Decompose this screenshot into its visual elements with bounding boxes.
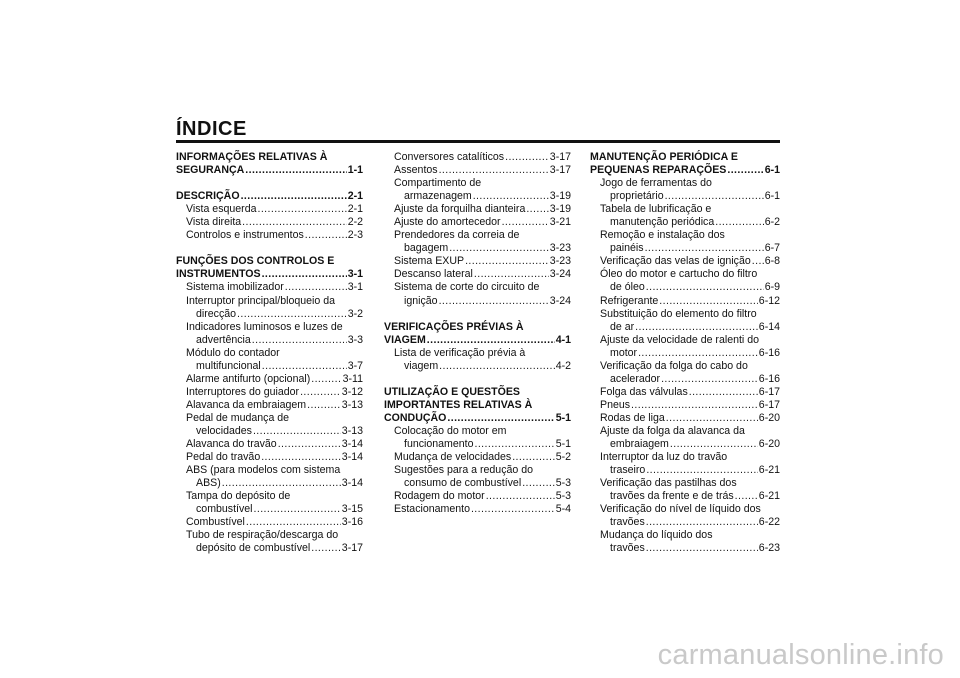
toc-entry [384,216,571,229]
toc-page-number: 6-16 [758,372,780,385]
toc-entry-title: Ajuste da forquilha dianteira [394,203,526,216]
toc-entry [384,490,571,503]
toc-entry [384,347,571,360]
toc-entry [384,255,571,268]
toc-entry-title: painéis [610,242,644,255]
toc-entry [176,373,363,386]
toc-dot-leader [659,295,758,308]
toc-dot-leader [661,373,758,386]
toc-entry [176,438,363,451]
toc-page-number: 3-14 [341,451,363,464]
toc-page-number: 6-9 [764,281,780,294]
toc-entry-title: Alavanca do travão [186,438,277,451]
toc-entry-title: travões [610,516,645,529]
toc-dot-leader [245,164,346,177]
toc-entry [176,542,363,555]
toc-dot-leader [278,438,341,451]
toc-section-heading [384,386,571,399]
toc-dot-leader [300,386,341,399]
toc-section-heading [384,321,571,334]
toc-entry-title: travões [610,542,645,555]
toc-dot-leader [727,164,763,177]
toc-entry-title: Verificação das velas de ignição [600,255,751,268]
toc-page-number: 6-1 [764,164,780,177]
toc-page-number: 3-14 [341,477,363,490]
toc-entry-title: Sistema de corte do circuito de [394,281,540,294]
toc-entry [590,399,780,412]
toc-entry [176,347,363,360]
toc-entry-title: Combustível [186,516,245,529]
toc-page-number: 6-12 [758,294,780,307]
toc-dot-leader [439,360,555,373]
toc-entry-title: Tabela de lubrificação e [600,203,712,216]
toc-dot-leader [646,516,758,529]
toc-page-number: 5-4 [555,503,571,516]
toc-entry [176,425,363,438]
toc-dot-leader [253,425,341,438]
toc-entry-title: Sistema imobilizador [186,281,284,294]
toc-entry [590,412,780,425]
toc-entry [176,295,363,308]
toc-dot-leader [439,295,549,308]
toc-entry-title: direcção [196,307,237,320]
toc-entry-title: travões da frente e de trás [610,490,734,503]
toc-entry [384,425,571,438]
toc-entry-title: Vista direita [186,216,242,229]
toc-dot-leader [735,490,758,503]
toc-dot-leader [645,242,764,255]
toc-dot-leader [475,438,555,451]
toc-page-number: 5-1 [555,438,571,451]
toc-entry-title: Sugestões para a redução do [394,464,533,477]
toc-entry [176,464,363,477]
toc-entry-title: Interruptor da luz do travão [600,451,728,464]
toc-section-heading [176,190,363,203]
toc-page-number: 3-19 [549,203,571,216]
toc-entry-title: Lista de verificação prévia à [394,346,526,359]
toc-entry-title: Interruptor principal/bloqueio da [186,294,335,307]
toc-page-number: 3-24 [549,268,571,281]
toc-entry [176,529,363,542]
toc-entry [590,308,780,321]
toc-section-heading [590,151,780,164]
toc-entry [176,412,363,425]
toc-entry-title: ABS (para modelos com sistema [186,464,341,477]
toc-entry [384,295,571,308]
toc-entry-title: ABS) [196,477,221,490]
toc-dot-leader [665,190,764,203]
toc-page-number: 6-16 [758,346,780,359]
toc-dot-leader [635,321,758,334]
toc-entry-title: Colocação do motor em [394,424,507,437]
toc-page-number: 3-19 [549,190,571,203]
toc-entry-title: Refrigerante [600,294,659,307]
toc-dot-leader [638,347,758,360]
toc-entry-title: Pedal de mudança de [186,411,290,424]
toc-dot-leader [670,438,758,451]
toc-entry-title: Módulo do contador [186,346,280,359]
toc-entry [384,151,571,164]
toc-entry [590,229,780,242]
toc-page-number: 6-17 [758,385,780,398]
toc-dot-leader [486,490,555,503]
toc-dot-leader [305,229,347,242]
toc-page-number: 3-11 [342,372,363,385]
toc-entry-title: SEGURANÇA [176,164,245,177]
toc-entry-title: PEQUENAS REPARAÇÕES [590,164,727,177]
toc-entry-title: velocidades [196,424,252,437]
toc-dot-leader [261,451,341,464]
toc-entry-title: Tubo de respiração/descarga do [186,529,339,542]
toc-page-number: 6-20 [758,411,780,424]
toc-page-number: 6-22 [758,516,780,529]
toc-dot-leader [311,373,341,386]
toc-entry [590,216,780,229]
toc-dot-leader [471,503,555,516]
toc-section-heading [590,164,780,177]
toc-entry-title: Tampa do depósito de [186,490,291,503]
toc-dot-leader [285,281,347,294]
toc-entry-title: viagem [404,359,439,372]
toc-dot-leader [241,190,347,203]
toc-dot-leader [242,216,347,229]
toc-entry-title: Compartimento de [394,177,482,190]
toc-entry [384,242,571,255]
toc-entry-title: motor [610,346,638,359]
toc-entry [590,503,780,516]
toc-entry [384,177,571,190]
toc-page-number: 4-2 [555,359,571,372]
toc-entry [176,360,363,373]
toc-dot-leader [474,268,549,281]
toc-entry [384,268,571,281]
toc-entry-title: Prendedores da correia de [394,229,520,242]
toc-entry [176,203,363,216]
toc-section-heading [176,151,363,164]
toc-dot-leader [666,412,758,425]
toc-section-heading [384,334,571,347]
toc-section-heading [176,164,363,177]
toc-page-number: 2-3 [347,229,363,242]
toc-entry [590,177,780,190]
toc-entry-title: MANUTENÇÃO PERIÓDICA E [590,151,738,163]
toc-entry-title: Jogo de ferramentas do [600,177,712,190]
toc-page-number: 3-13 [341,398,363,411]
toc-dot-leader [254,503,341,516]
toc-dot-leader [689,386,758,399]
toc-column-2 [384,151,571,516]
toc-spacer [176,177,363,190]
toc-page-number: 6-8 [764,255,780,268]
toc-entry [384,438,571,451]
toc-entry [384,360,571,373]
toc-page-number: 3-7 [347,359,363,372]
toc-dot-leader [522,477,555,490]
toc-entry [590,542,780,555]
toc-entry-title: CONDUÇÃO [384,411,447,424]
toc-entry-title: embraiagem [610,438,669,451]
toc-dot-leader [646,542,758,555]
toc-page-number: 3-16 [341,516,363,529]
toc-entry-title: INFORMAÇÕES RELATIVAS À [176,151,328,163]
toc-entry-title: manutenção periódica [610,216,715,229]
toc-entry-title: de ar [610,320,635,333]
toc-entry [384,229,571,242]
toc-entry [590,255,780,268]
toc-dot-leader [447,412,554,425]
toc-entry-title: Mudança do líquido dos [600,529,713,542]
toc-entry-title: Vista esquerda [186,203,257,216]
toc-entry-title: DESCRIÇÃO [176,190,240,203]
toc-entry-title: depósito de combustível [196,542,311,555]
toc-dot-leader [449,242,549,255]
toc-dot-leader [427,334,555,347]
toc-entry [176,321,363,334]
toc-entry-title: Alavanca da embraiagem [186,398,307,411]
toc-dot-leader [262,268,347,281]
toc-entry [384,451,571,464]
toc-entry-title: IMPORTANTES RELATIVAS À [384,398,533,411]
toc-dot-leader [505,151,549,164]
toc-entry [590,242,780,255]
toc-entry-title: VIAGEM [384,333,426,346]
toc-page-number: 2-1 [347,203,363,216]
toc-entry [176,451,363,464]
toc-entry [590,516,780,529]
toc-entry-title: bagagem [404,242,449,255]
toc-entry [384,190,571,203]
toc-section-heading [176,268,363,281]
toc-page-number: 6-23 [758,542,780,555]
toc-dot-leader [752,255,764,268]
toc-entry [590,281,780,294]
title-rule [176,140,780,143]
toc-entry [176,281,363,294]
toc-page-number: 6-20 [758,438,780,451]
toc-dot-leader [473,190,549,203]
toc-page-number: 6-7 [764,242,780,255]
toc-entry-title: INSTRUMENTOS [176,268,261,281]
toc-entry [590,268,780,281]
toc-entry-title: Ajuste da folga da alavanca da [600,424,745,437]
toc-entry-title: Ajuste da velocidade de ralenti do [600,333,760,346]
toc-entry [176,334,363,347]
toc-dot-leader [307,399,341,412]
page-title: ÍNDICE [176,118,247,140]
toc-page-number: 5-3 [555,490,571,503]
toc-entry-title: Verificação do nível de líquido dos [600,503,761,516]
toc-page-number: 3-17 [549,151,571,163]
toc-entry-title: Mudança de velocidades [394,451,512,464]
toc-entry [176,490,363,503]
toc-page-number: 5-1 [555,411,571,424]
toc-entry [176,477,363,490]
toc-entry-title: de óleo [610,281,645,294]
toc-page-number: 3-1 [347,268,363,281]
toc-entry-title: Estacionamento [394,503,470,516]
toc-page-number: 3-21 [549,216,571,229]
toc-page-number: 3-23 [549,255,571,268]
toc-page-number: 6-14 [758,320,780,333]
toc-entry-title: UTILIZAÇÃO E QUESTÕES [384,385,520,398]
toc-page-number: 4-1 [555,333,571,346]
toc-entry-title: VERIFICAÇÕES PRÉVIAS À [384,320,524,333]
toc-dot-leader [465,255,549,268]
toc-entry-title: Interruptores do guiador [186,385,300,398]
toc-page-number: 3-3 [347,333,363,346]
toc-entry [590,386,780,399]
toc-entry [590,451,780,464]
toc-spacer [384,308,571,321]
toc-column-1 [176,151,363,555]
toc-entry [590,425,780,438]
toc-page-number: 6-21 [758,490,780,503]
toc-page-number: 3-2 [347,307,363,320]
toc-entry [590,360,780,373]
toc-entry [384,464,571,477]
toc-entry-title: Pedal do travão [186,451,261,464]
toc-entry-title: Óleo do motor e cartucho do filtro [600,268,758,281]
toc-entry [384,203,571,216]
toc-entry [590,373,780,386]
toc-entry [590,464,780,477]
toc-entry-title: Rodas de liga [600,411,665,424]
toc-entry [590,490,780,503]
toc-entry [590,321,780,334]
toc-entry-title: consumo de combustível [404,477,522,490]
toc-dot-leader [502,216,549,229]
toc-column-3 [590,151,780,555]
toc-entry [590,190,780,203]
toc-entry [590,347,780,360]
toc-entry-title: Rodagem do motor [394,490,485,503]
toc-entry-title: Remoção e instalação dos [600,229,725,242]
toc-page-number: 1-1 [347,164,363,177]
toc-dot-leader [439,164,549,177]
toc-dot-leader [222,477,341,490]
toc-entry [176,308,363,321]
toc-entry [590,203,780,216]
toc-entry-title: Sistema EXUP [394,255,465,268]
toc-entry-title: ignição [404,294,438,307]
toc-entry-title: Ajuste do amortecedor [394,216,501,229]
watermark: carmanualsonline.info [657,639,944,671]
toc-page-number: 3-17 [341,542,363,555]
toc-entry-title: advertência [196,333,251,346]
toc-entry-title: Controlos e instrumentos [186,229,304,242]
toc-entry [590,529,780,542]
toc-page-number: 3-23 [549,242,571,255]
toc-page-number: 2-1 [347,190,363,203]
toc-spacer [176,242,363,255]
toc-dot-leader [311,542,341,555]
toc-entry-title: Substituição do elemento do filtro [600,307,757,320]
toc-entry [384,477,571,490]
toc-entry-title: Indicadores luminosos e luzes de [186,320,343,333]
toc-entry-title: armazenagem [404,190,472,203]
toc-page-number: 3-17 [549,164,571,177]
toc-page-number: 6-21 [758,464,780,477]
toc-entry [590,477,780,490]
toc-entry [590,334,780,347]
toc-entry [176,503,363,516]
toc-dot-leader [257,203,346,216]
toc-entry [384,164,571,177]
toc-dot-leader [646,464,757,477]
toc-entry [590,438,780,451]
toc-dot-leader [512,451,554,464]
toc-entry [176,229,363,242]
toc-entry-title: FUNÇÕES DOS CONTROLOS E [176,255,335,268]
toc-section-heading [176,255,363,268]
toc-dot-leader [252,334,347,347]
toc-entry [384,281,571,294]
toc-dot-leader [237,308,347,321]
toc-section-heading [384,399,571,412]
toc-page-number: 5-2 [555,451,571,464]
toc-entry-title: acelerador [610,372,661,385]
toc-dot-leader [526,203,548,216]
toc-page-number: 3-13 [341,424,363,437]
toc-dot-leader [715,216,763,229]
toc-entry-title: funcionamento [404,438,474,451]
toc-entry [176,399,363,412]
toc-entry-title: Conversores catalíticos [394,151,505,163]
toc-page-number: 6-17 [758,398,780,411]
toc-dot-leader [646,281,764,294]
toc-section-heading [384,412,571,425]
toc-entry-title: Folga das válvulas [600,385,688,398]
toc-dot-leader [246,516,341,529]
toc-entry-title: Assentos [394,164,438,177]
toc-entry-title: proprietário [610,190,664,203]
toc-dot-leader [262,360,347,373]
toc-entry [176,216,363,229]
toc-page-number: 6-1 [764,190,780,203]
toc-page-number: 6-2 [764,216,780,229]
toc-page-number: 3-15 [341,503,363,516]
toc-dot-leader [631,399,758,412]
toc-spacer [384,373,571,386]
toc-entry [590,295,780,308]
toc-page-number: 2-2 [347,216,363,229]
toc-entry-title: multifuncional [196,359,261,372]
toc-page-number: 3-12 [341,385,363,398]
toc-entry-title: Verificação das pastilhas dos [600,477,737,490]
toc-page-number: 3-14 [341,438,363,451]
toc-entry-title: Pneus [600,398,631,411]
toc-entry-title: Verificação da folga do cabo do [600,359,748,372]
toc-page-number: 3-24 [549,294,571,307]
toc-entry [176,516,363,529]
toc-page-number: 3-1 [347,281,363,294]
toc-entry-title: traseiro [610,464,646,477]
toc-entry-title: Alarme antifurto (opcional) [186,372,311,385]
toc-entry-title: Descanso lateral [394,268,473,281]
toc-page-number: 5-3 [555,477,571,490]
toc-entry [384,503,571,516]
toc-entry [176,386,363,399]
toc-entry-title: combustível [196,503,253,516]
